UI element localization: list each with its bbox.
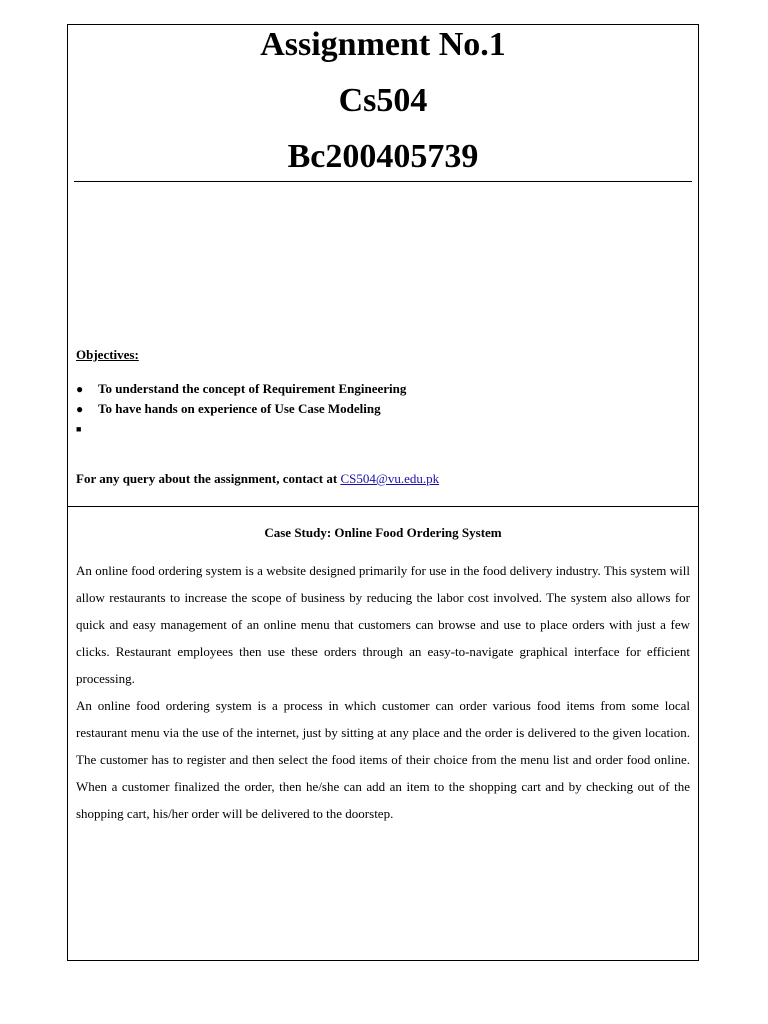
section-divider xyxy=(68,506,698,507)
course-code: Cs504 xyxy=(338,82,428,119)
student-id: Bc200405739 xyxy=(287,138,479,175)
assignment-title: Assignment No.1 xyxy=(260,26,506,63)
objective-text: To have hands on experience of Use Case Modeling xyxy=(98,401,381,416)
bullet-icon: ● xyxy=(76,402,84,416)
case-study-paragraph-2: An online food ordering system is a process in which customer can order various food items from some local restaurant menu via the use of the internet, just by sitting at any place and the order is delivered to the given location. The customer has to register and then select the food items of their choice from the menu list and order food online. When a customer finalized the order, then he/she can add an item to the shopping cart and by checking out of the shopping cart, his/her order will be delivered to the doorstep. xyxy=(76,698,690,821)
case-study-title: Case Study: Online Food Ordering System xyxy=(264,525,502,540)
title-block xyxy=(68,25,698,185)
objectives-list xyxy=(76,379,676,439)
document-page xyxy=(67,24,699,961)
bullet-icon: ● xyxy=(76,382,84,396)
objectives-heading: Objectives: xyxy=(76,347,139,362)
objective-text: To understand the concept of Requirement Engineering xyxy=(98,381,407,396)
case-study-body xyxy=(76,557,690,827)
title-divider xyxy=(74,181,692,182)
case-study-paragraph-1: An online food ordering system is a website designed primarily for use in the food delivery industry. This system will allow restaurants to increase the scope of business by reducing the labor cost involved. The system also allows for quick and easy management of an online menu that customers can browse and use to place orders with just a few clicks. Restaurant employees then use these orders through an easy-to-navigate graphical interface for efficient processing. xyxy=(76,563,690,686)
contact-line xyxy=(76,471,439,487)
contact-email-link[interactable]: CS504@vu.edu.pk xyxy=(340,471,440,486)
list-item xyxy=(76,419,676,439)
contact-text: For any query about the assignment, contact at xyxy=(76,471,341,486)
list-item xyxy=(76,379,676,399)
list-item xyxy=(76,399,676,419)
square-bullet-icon: ■ xyxy=(76,424,82,434)
